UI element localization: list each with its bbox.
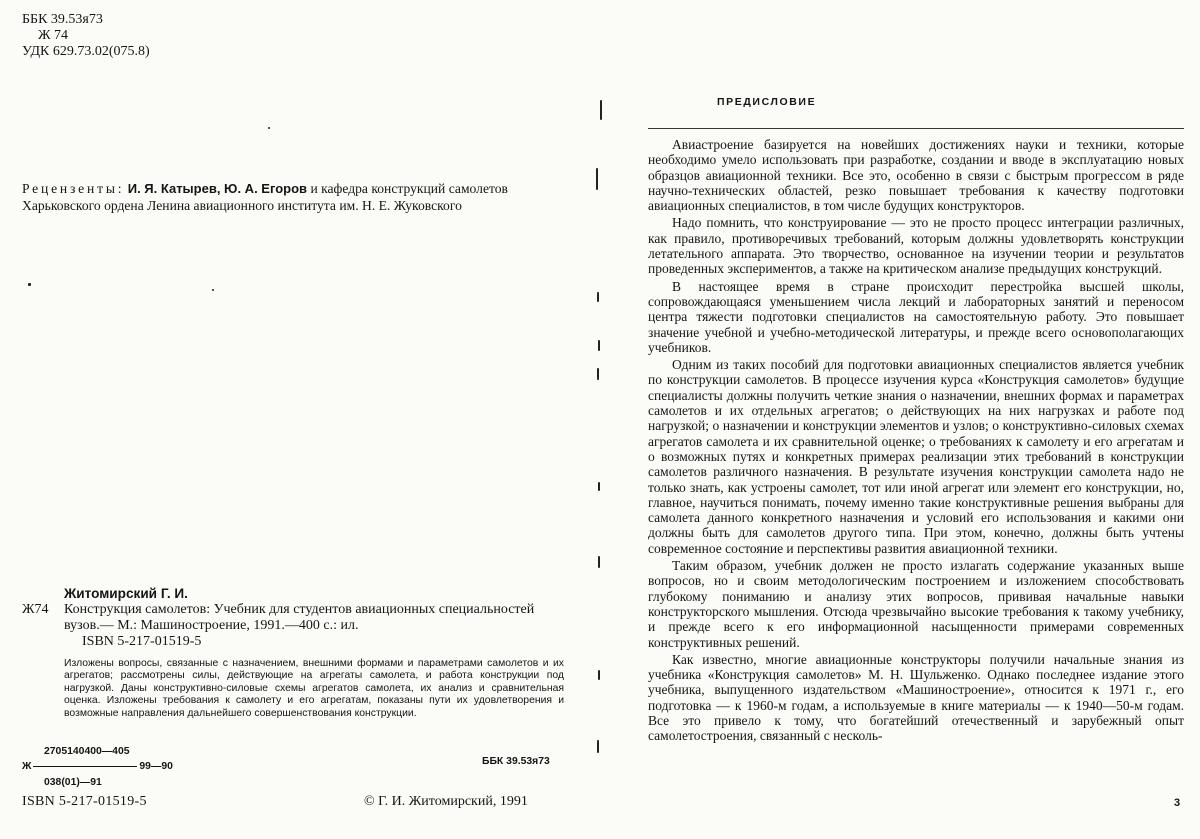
catalog-denominator: 038(01)—91 xyxy=(44,777,102,788)
reviewers-label: Рецензенты: xyxy=(22,181,125,196)
catalog-prefix: Ж xyxy=(22,761,32,772)
paragraph: В настоящее время в стране происходит перестройка высшей школы, сопровождающаяся уменьшением числа лекций и лабораторных занятий и переносом центра тяжести подготовки специалистов на самостоятельную работу. Это повышает значение учебной и учебно-методической литературы, и прежде всего основополагающих учебников. xyxy=(648,278,1184,355)
scan-mark xyxy=(598,556,600,568)
card-author: Житомирский Г. И. xyxy=(64,586,188,601)
scan-mark xyxy=(598,670,600,680)
card-code: Ж74 xyxy=(22,602,49,617)
card-entry xyxy=(22,602,564,650)
udk-code: УДК 629.73.02(075.8) xyxy=(22,44,150,59)
scan-mark xyxy=(597,368,599,380)
scan-mark xyxy=(597,292,599,302)
scan-speck xyxy=(212,289,214,291)
catalog-numerator: 2705140400—405 xyxy=(44,746,130,757)
card-abstract: Изложены вопросы, связанные с назначением, внешними формами и параметрами самолетов и их агрегатов; рассмотрены силы, действующие на агрегаты самолета, и работа конструкции под нагрузкой. Даны конструктивно-силовые схемы агрегатов самолета, их анализ и сравнительная оценка. Изложены требования к самолету и его агрегатам, показаны пути их удовлетворения и возможные направления дальнейшего совершенствования конструкции. xyxy=(64,658,564,719)
paragraph: Авиастроение базируется на новейших достижениях науки и техники, которые необходимо умело использовать при разработке, создании и вводе в эксплуатацию новых образцов авиационной техники. Все это, особенно в связи с быстрым прогрессом в ряде научно-технических областей, резко повышает требования к качеству подготовки авиационных специалистов, в том числе будущих конструкторов. xyxy=(648,137,1184,214)
reviewers-names: И. Я. Катырев, Ю. А. Егоров xyxy=(127,181,308,196)
catalog-fraction xyxy=(22,761,173,772)
scan-mark xyxy=(596,168,598,190)
paragraph: Как известно, многие авиационные конструкторы получили начальные знания из учебника «Конструкция самолетов» М. Н. Шульженко. Однако последнее издание этого учебника, выпущенного издательством «Машиностроение», относится к 1971 г., его подготовка — к 1960-м годам, а используемые в книге материалы — к 1940—50-м годам. Все это привело к тому, что богатейший отечественный и зарубежный опыт самолетостроения, связанный с несколь- xyxy=(648,651,1184,744)
paragraph: Одним из таких пособий для подготовки авиационных специалистов является учебник по конструкции самолетов. В процессе изучения курса «Конструкция самолетов» будущие специалисты должны получить четкие знания о назначении, внешних формах и параметрах самолетов и их отдельных агрегатов; о действующих на них нагрузках и работе под нагрузкой; о назначении и конструкции элементов и узлов; о конструктивно-силовых схемах агрегатов самолета и их сравнительной оценке; о требованиях к самолету и его агрегатам и о возможных путях и конкретных примерах реализации этих требований в конструкции самолетов различного назначения. В результате изучения конструкции самолета надо не только знать, как устроены самолет, тот или иной агрегат или элемент его конструкции, но, главное, научиться понимать, почему именно такие конструктивные решения выбраны для самолета данного конкретного назначения и условий его использования и какими они должны быть для самолетов другого типа. При этом, конечно, должны быть учтены современное состояние и перспективы развития авиационной техники. xyxy=(648,357,1184,556)
classification-codes xyxy=(22,12,150,60)
scan-speck xyxy=(268,127,270,129)
paragraph: Надо помнить, что конструирование — это не просто процесс интеграции различных, как правило, противоречивых требований, которым должны удовлетворять конструкции летательного аппарата. Это творчество, основанное на изучении теории и результатов проведенных экспериментов, а также на критическом анализе предыдущих конструкций. xyxy=(648,215,1184,277)
card-isbn: ISBN 5-217-01519-5 xyxy=(82,634,202,649)
catalog-suffix: 99—90 xyxy=(139,761,173,772)
page-number: 3 xyxy=(1174,797,1181,809)
section-title: ПРЕДИСЛОВИЕ xyxy=(717,96,817,108)
right-page xyxy=(600,0,1200,839)
fraction-rule xyxy=(33,766,137,767)
bbk-code: ББК 39.53я73 xyxy=(22,12,103,27)
catalog-index xyxy=(22,746,562,792)
scan-mark xyxy=(598,482,600,491)
author-mark: Ж 74 xyxy=(38,28,69,43)
preface-body xyxy=(648,137,1184,746)
scan-speck xyxy=(28,283,31,286)
title-rule xyxy=(648,128,1184,129)
scan-mark xyxy=(600,100,602,120)
reviewers-rest: и кафедра конструкций самолетов Харьковского ордена Ленина авиационного института им. Н. Е. Жуковского xyxy=(22,181,508,213)
catalog-bbk: ББК 39.53я73 xyxy=(482,756,550,767)
footer-isbn: ISBN 5-217-01519-5 xyxy=(22,794,147,809)
card-body xyxy=(64,602,564,650)
paragraph: Таким образом, учебник должен не просто излагать содержание указанных выше вопросов, но и своим методологическим построением и изложением способствовать глубокому пониманию и анализу этих вопросов, прививая начальные навыки конструкторского мышления. Отсюда чрезвычайно высокие требования к такому учебнику, и прежде всего к его информационной насыщенности примерами современных конструктивных решений. xyxy=(648,558,1184,650)
scan-mark xyxy=(597,740,599,753)
reviewers xyxy=(22,180,562,214)
bibliographic-card xyxy=(22,586,564,720)
card-title: Конструкция самолетов: Учебник для студентов авиационных специальностей вузов.— М.: Машиностроение, 1991.—400 с.: ил. xyxy=(64,602,535,633)
footer-copyright: © Г. И. Житомирский, 1991 xyxy=(364,794,528,809)
scan-mark xyxy=(598,340,600,351)
